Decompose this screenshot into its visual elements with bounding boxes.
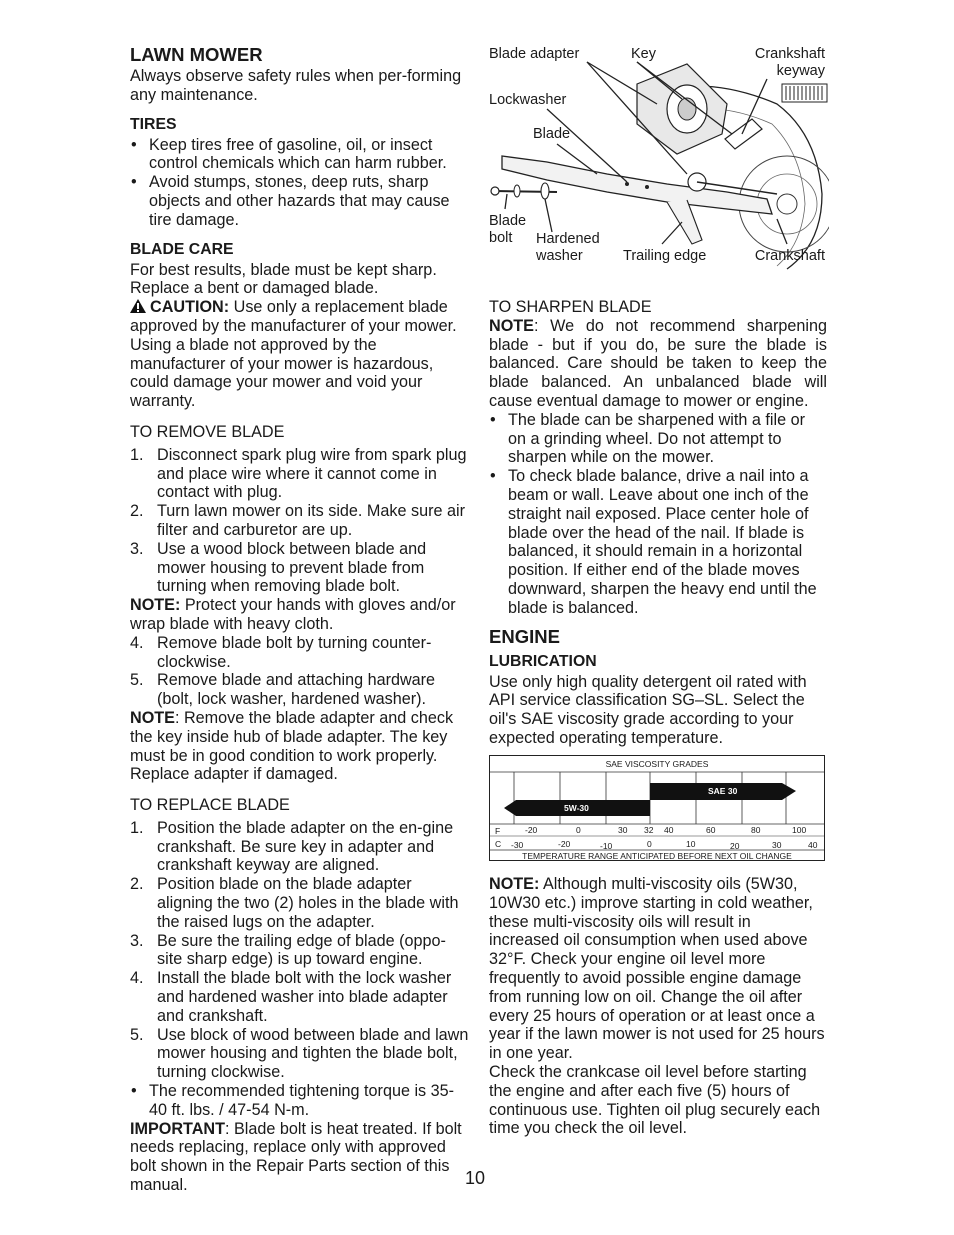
f-tick: 0 [576, 825, 581, 835]
blade-care-intro: For best results, blade must be kept sharp. Replace a bent or damaged blade. [130, 260, 437, 298]
torque-list [130, 1082, 470, 1120]
label-hardened-washer-2: washer [536, 248, 583, 264]
celsius-label: C [495, 839, 502, 849]
note-text: Although multi-viscosity oils (5W30, 10W30 etc.) improve starting in cold weather, these multi-viscosity oils will result in increased oil consumption when used above 32°F. Check your engine oil level more frequently to avoid possible engine damage from running low on oil. Change the oil after every 25 hours of operation or at least once a year if the lawn mower is not used for 25 hours in one year. [489, 875, 825, 1063]
lawn-mower-heading: LAWN MOWER [130, 44, 263, 65]
caution-text: Use only a replacement blade approved by the manufacturer of your mower. Using a blade not approved by the manufacturer of your mower is hazardous, could damage your mower and void your warranty. [130, 298, 457, 411]
step-text: Disconnect spark plug wire from spark plug and place wire where it cannot come in contact with plug. [157, 445, 467, 502]
warning-triangle-icon [130, 299, 146, 313]
step-number: 3. [130, 931, 144, 950]
note-label: NOTE: [130, 596, 181, 615]
list-item [130, 1026, 470, 1082]
step-text: Position blade on the blade adapter aligning the two (2) holes in the blade with the raised lugs on the adapter. [157, 875, 459, 931]
engine-notes [489, 875, 825, 1138]
label-hardened-washer-1: Hardened [536, 231, 600, 247]
label-blade-bolt-2: bolt [489, 230, 513, 246]
grade-sae30-label: SAE 30 [708, 786, 738, 796]
grade-5w30-label: 5W-30 [564, 803, 589, 813]
note-text: : We do not recommend sharpening blade - but if you do, be sure the blade is balanced. Care should be taken to keep the blade balanced. An unbalanced blade will cause eventual damage to mower or engine. [489, 316, 827, 410]
step-text: Use block of wood between blade and lawn mower housing and tighten the blade bolt, turning clockwise. [157, 1025, 469, 1082]
important-label: IMPORTANT [130, 1119, 226, 1138]
step-number: 5. [130, 671, 144, 690]
replace-blade-heading: TO REPLACE BLADE [130, 796, 290, 815]
sharpen-blade-heading: TO SHARPEN BLADE [489, 298, 652, 316]
engine-heading: ENGINE [489, 625, 560, 647]
step-text: Be sure the trailing edge of blade (oppo-site sharp edge) is up toward engine. [157, 931, 446, 969]
note-label: NOTE [489, 316, 534, 335]
label-blade-adapter: Blade adapter [489, 46, 580, 62]
step-text: Remove blade bolt by turning counter-clockwise. [157, 633, 432, 671]
left-column [130, 44, 470, 1195]
tires-list [130, 136, 470, 230]
c-tick: 40 [808, 840, 818, 850]
f-tick: 100 [792, 825, 807, 835]
multi-viscosity-note [489, 875, 825, 1063]
important-text: : Blade bolt is heat treated. If bolt needs replacing, replace only with approved bolt shown in the Repair Parts section of this manual. [130, 1119, 462, 1195]
remove-steps-b [130, 634, 470, 709]
list-item [130, 634, 470, 672]
step-text: Use a wood block between blade and mower housing to prevent blade from turning when removing blade bolt. [157, 539, 427, 596]
list-item [130, 540, 470, 596]
blade-assembly-diagram [487, 44, 829, 270]
label-key: Key [631, 46, 656, 62]
page-number: 10 [465, 1168, 486, 1188]
step-number: 2. [130, 502, 144, 521]
note-text: Protect your hands with gloves and/or wrap blade with heavy cloth. [130, 596, 456, 633]
sharpen-list [489, 411, 827, 618]
step-text: Turn lawn mower on its side. Make sure air filter and carburetor are up. [157, 502, 465, 539]
viscosity-chart-title: SAE VISCOSITY GRADES [605, 759, 709, 769]
list-item: • Avoid stumps, stones, deep ruts, sharp objects and other hazards that may cause tire damage. [130, 173, 470, 229]
step-text: Install the blade bolt with the lock washer and hardened washer into blade adapter and crankshaft. [157, 969, 452, 1025]
step-text: Remove blade and attaching hardware (bolt, lock washer, hardened washer). [157, 671, 436, 709]
f-tick: 60 [706, 825, 716, 835]
list-item [130, 875, 470, 931]
step-number: 2. [130, 875, 144, 894]
label-trailing-edge: Trailing edge [623, 248, 707, 264]
sharpen-note [489, 317, 827, 411]
c-tick: -10 [600, 841, 613, 851]
remove-blade-heading: TO REMOVE BLADE [130, 422, 285, 441]
label-crankshaft-keyway-2: keyway [776, 63, 825, 79]
c-tick: 30 [772, 840, 782, 850]
list-item: • Keep tires free of gasoline, oil, or insect control chemicals which can harm rubber. [130, 136, 470, 174]
label-blade: Blade [533, 126, 571, 142]
important-paragraph [130, 1120, 470, 1195]
label-blade-bolt-1: Blade [489, 213, 527, 229]
c-tick: -20 [558, 839, 571, 849]
f-tick: -20 [525, 825, 538, 835]
note-gloves [130, 596, 470, 634]
c-tick: 0 [647, 839, 652, 849]
note-label: NOTE: [489, 875, 540, 893]
list-item [130, 969, 470, 1025]
caution-paragraph [130, 298, 470, 411]
step-number: 1. [130, 818, 144, 837]
list-item [130, 932, 470, 970]
blade-care-heading: BLADE CARE [130, 240, 234, 258]
lubrication-heading: LUBRICATION [489, 652, 597, 670]
step-number: 3. [130, 539, 144, 558]
note-adapter [130, 709, 470, 784]
step-number: 1. [130, 445, 144, 464]
remove-steps-a [130, 446, 470, 596]
lawn-mower-intro: Always observe safety rules when per-forming any maintenance. [130, 67, 462, 104]
f-tick: 80 [751, 825, 761, 835]
step-text: Position the blade adapter on the en-gine crankshaft. Be sure key in adapter and crankshaft keyway are aligned. [157, 818, 454, 875]
lubrication-text: Use only high quality detergent oil rated with API service classification SG–SL. Select the oil's SAE viscosity grade according to your expected operating temperature. [489, 672, 807, 747]
fahrenheit-label: F [495, 826, 501, 836]
right-column [489, 298, 827, 748]
step-number: 4. [130, 969, 144, 988]
list-item [130, 502, 470, 540]
c-tick: -30 [511, 840, 524, 850]
list-item: • The recommended tightening torque is 35-40 ft. lbs. / 47-54 N-m. [130, 1082, 470, 1120]
label-lockwasher: Lockwasher [489, 92, 567, 108]
caution-label: CAUTION: [150, 298, 230, 317]
step-number: 4. [130, 633, 144, 652]
tires-heading: TIRES [130, 115, 177, 133]
f-tick: 32 [644, 825, 654, 835]
step-number: 5. [130, 1025, 144, 1044]
label-crankshaft-keyway-1: Crankshaft [754, 46, 825, 62]
f-tick: 30 [618, 825, 628, 835]
list-item [130, 671, 470, 709]
label-crankshaft: Crankshaft [754, 248, 825, 264]
note-label: NOTE [130, 708, 175, 727]
sae-viscosity-chart [489, 755, 825, 861]
c-tick: 20 [730, 841, 740, 851]
f-tick: 40 [664, 825, 674, 835]
viscosity-chart-footer: TEMPERATURE RANGE ANTICIPATED BEFORE NEXT OIL CHANGE [522, 851, 792, 861]
list-item [130, 819, 470, 875]
list-item [130, 446, 470, 502]
replace-steps [130, 819, 470, 1082]
note-text: : Remove the blade adapter and check the key inside hub of blade adapter. The key must be in good condition to work properly. Replace adapter if damaged. [130, 708, 454, 784]
list-item: • The blade can be sharpened with a file or on a grinding wheel. Do not attempt to sharpen while on the mower. [489, 411, 827, 467]
c-tick: 10 [686, 839, 696, 849]
check-oil-text: Check the crankcase oil level before starting the engine and after each five (5) hours of continuous use. Tighten oil plug securely each time you check the oil level. [489, 1062, 821, 1138]
list-item: • To check blade balance, drive a nail into a beam or wall. Leave about one inch of the straight nail exposed. Place center hole of blade over the head of the nail. If blade is balanced, it should remain in a horizontal position. If either end of the blade moves downward, sharpen the heavy end until the blade is balanced. [489, 467, 827, 617]
